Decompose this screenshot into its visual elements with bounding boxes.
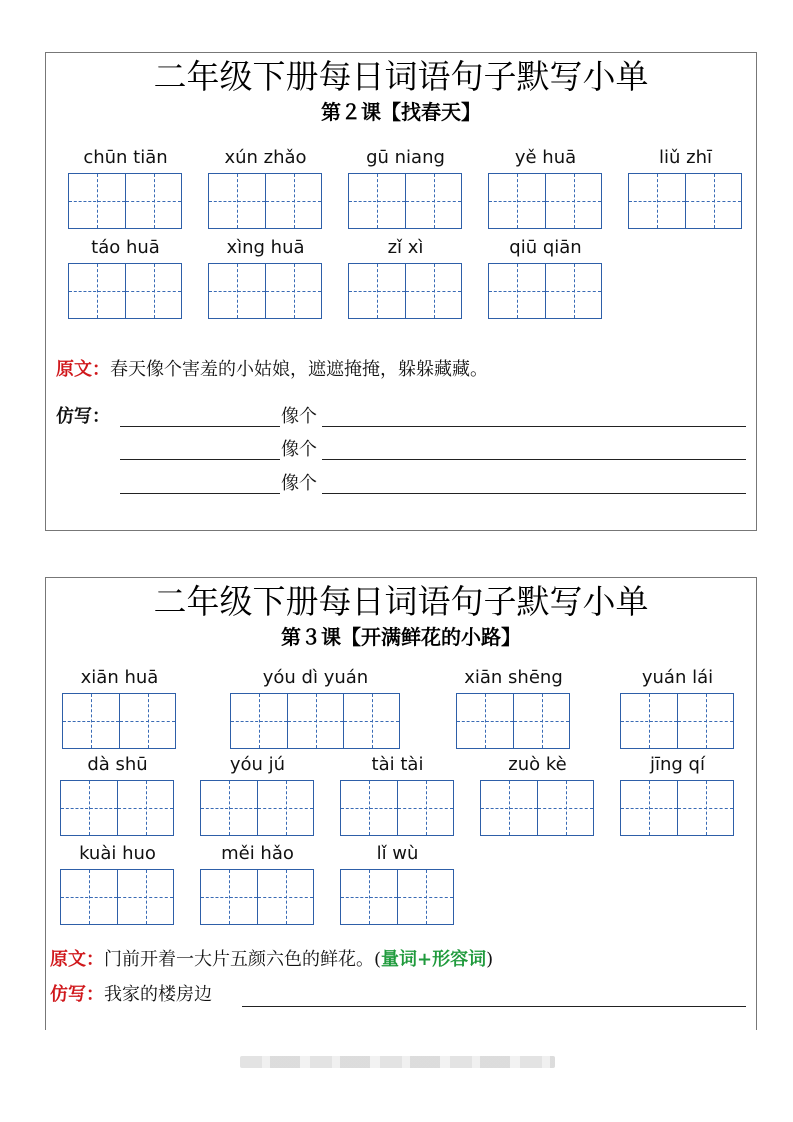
word-item <box>62 667 177 749</box>
tianzige-box[interactable] <box>489 174 545 228</box>
writing-boxes <box>230 693 400 749</box>
tianzige-box[interactable] <box>621 694 677 748</box>
pinyin-label: kuài huo <box>79 843 156 864</box>
tianzige-box[interactable] <box>397 870 453 924</box>
imitate-line <box>50 983 212 1007</box>
worksheet-lesson-3 <box>45 577 757 1030</box>
tianzige-box[interactable] <box>61 781 117 835</box>
word-item <box>348 237 463 319</box>
tianzige-box[interactable] <box>489 264 545 318</box>
pinyin-label: měi hǎo <box>221 843 294 864</box>
worksheet-title: 二年级下册每日词语句子默写小单 <box>153 582 649 621</box>
pinyin-label: xiān huā <box>80 667 159 688</box>
pinyin-label: yóu dì yuán <box>262 667 369 688</box>
word-item <box>620 754 735 836</box>
pinyin-label: dà shū <box>87 754 148 775</box>
writing-boxes <box>208 263 322 319</box>
word-item <box>60 843 175 925</box>
tianzige-box[interactable] <box>629 174 685 228</box>
word-item <box>68 237 183 319</box>
blank-line[interactable] <box>322 426 746 427</box>
tianzige-box[interactable] <box>457 694 513 748</box>
tianzige-box[interactable] <box>481 781 537 835</box>
tianzige-box[interactable] <box>201 870 257 924</box>
pinyin-label: xiān shēng <box>464 667 563 688</box>
word-item <box>200 843 315 925</box>
tianzige-box[interactable] <box>117 870 173 924</box>
tianzige-box[interactable] <box>341 870 397 924</box>
tianzige-box[interactable] <box>61 870 117 924</box>
word-item <box>208 147 323 229</box>
pinyin-label: jīng qí <box>650 754 705 775</box>
worksheet-lesson-2 <box>45 52 757 531</box>
lesson-title: 第３课【开满鲜花的小路】 <box>281 625 521 649</box>
word-item <box>230 667 401 749</box>
writing-boxes <box>60 780 174 836</box>
pinyin-label: tài tài <box>371 754 424 775</box>
tianzige-box[interactable] <box>537 781 593 835</box>
blank-line[interactable] <box>322 459 746 460</box>
writing-boxes <box>456 693 570 749</box>
writing-boxes <box>68 173 182 229</box>
tianzige-box[interactable] <box>257 870 313 924</box>
writing-boxes <box>348 263 462 319</box>
pinyin-label: xún zhǎo <box>224 147 307 168</box>
tianzige-box[interactable] <box>677 694 733 748</box>
word-item <box>340 843 455 925</box>
writing-boxes <box>340 780 454 836</box>
tianzige-box[interactable] <box>125 174 181 228</box>
watermark-strip <box>240 1056 555 1068</box>
word-item <box>488 237 603 319</box>
tianzige-box[interactable] <box>343 694 399 748</box>
writing-boxes <box>62 693 176 749</box>
writing-boxes <box>488 173 602 229</box>
tianzige-box[interactable] <box>677 781 733 835</box>
tianzige-box[interactable] <box>69 174 125 228</box>
pinyin-label: chūn tiān <box>83 147 168 168</box>
writing-boxes <box>340 869 454 925</box>
writing-boxes <box>348 173 462 229</box>
tianzige-box[interactable] <box>685 174 741 228</box>
word-item <box>200 754 315 836</box>
tianzige-box[interactable] <box>405 174 461 228</box>
original-hint: 量词+形容词 <box>381 949 487 970</box>
blank-line[interactable] <box>120 426 280 427</box>
pinyin-label: zuò kè <box>508 754 567 775</box>
tianzige-box[interactable] <box>265 174 321 228</box>
tianzige-box[interactable] <box>231 694 287 748</box>
blank-line[interactable] <box>120 493 280 494</box>
pinyin-label: yě huā <box>514 147 577 168</box>
pinyin-label: xìng huā <box>226 237 305 258</box>
word-item <box>208 237 323 319</box>
word-item <box>628 147 743 229</box>
word-item <box>620 667 735 749</box>
tianzige-box[interactable] <box>349 264 405 318</box>
pinyin-label: lǐ wù <box>376 843 419 864</box>
word-item <box>340 754 455 836</box>
writing-boxes <box>480 780 594 836</box>
worksheet-title: 二年级下册每日词语句子默写小单 <box>153 57 649 96</box>
tianzige-box[interactable] <box>209 174 265 228</box>
original-sentence <box>50 948 493 972</box>
word-item <box>348 147 463 229</box>
blank-line[interactable] <box>120 459 280 460</box>
word-item <box>480 754 595 836</box>
word-item <box>456 667 571 749</box>
writing-boxes <box>628 173 742 229</box>
tianzige-box[interactable] <box>125 264 181 318</box>
tianzige-box[interactable] <box>545 174 601 228</box>
tianzige-box[interactable] <box>209 264 265 318</box>
tianzige-box[interactable] <box>621 781 677 835</box>
tianzige-box[interactable] <box>545 264 601 318</box>
tianzige-box[interactable] <box>69 264 125 318</box>
tianzige-box[interactable] <box>341 781 397 835</box>
pinyin-label: yuán lái <box>641 667 714 688</box>
pinyin-label: táo huā <box>91 237 160 258</box>
writing-boxes <box>620 780 734 836</box>
writing-boxes <box>200 869 314 925</box>
writing-boxes <box>68 263 182 319</box>
connector-text: 像个 <box>281 473 317 494</box>
writing-boxes <box>208 173 322 229</box>
pinyin-label: zǐ xì <box>387 237 424 258</box>
original-text: 门前开着一大片五颜六色的鲜花。( <box>104 949 382 970</box>
tianzige-box[interactable] <box>63 694 119 748</box>
tianzige-box[interactable] <box>117 781 173 835</box>
imitate-prefix: 我家的楼房边 <box>104 984 212 1005</box>
original-label: 原文： <box>50 949 104 970</box>
blank-line[interactable] <box>242 1006 746 1007</box>
connector-text: 像个 <box>281 439 317 460</box>
tianzige-box[interactable] <box>201 781 257 835</box>
writing-boxes <box>60 869 174 925</box>
pinyin-label: liǔ zhī <box>659 147 712 168</box>
tianzige-box[interactable] <box>405 264 461 318</box>
writing-boxes <box>620 693 734 749</box>
original-text: 春天像个害羞的小姑娘，遮遮掩掩，躲躲藏藏。 <box>110 359 488 380</box>
blank-line[interactable] <box>322 493 746 494</box>
word-item <box>60 754 175 836</box>
word-item <box>68 147 183 229</box>
pinyin-label: qiū qiān <box>509 237 582 258</box>
tianzige-box[interactable] <box>513 694 569 748</box>
lesson-title: 第２课【找春天】 <box>321 100 481 124</box>
writing-boxes <box>488 263 602 319</box>
original-close: ) <box>486 949 494 970</box>
original-label: 原文： <box>56 359 110 380</box>
imitate-label: 仿写： <box>50 984 104 1005</box>
tianzige-box[interactable] <box>287 694 343 748</box>
tianzige-box[interactable] <box>257 781 313 835</box>
imitate-label: 仿写： <box>56 406 110 427</box>
writing-boxes <box>200 780 314 836</box>
original-sentence <box>56 358 488 382</box>
pinyin-label: yóu jú <box>229 754 286 775</box>
tianzige-box[interactable] <box>397 781 453 835</box>
connector-text: 像个 <box>281 406 317 427</box>
tianzige-box[interactable] <box>265 264 321 318</box>
tianzige-box[interactable] <box>119 694 175 748</box>
word-item <box>488 147 603 229</box>
pinyin-label: gū niang <box>366 147 445 168</box>
tianzige-box[interactable] <box>349 174 405 228</box>
